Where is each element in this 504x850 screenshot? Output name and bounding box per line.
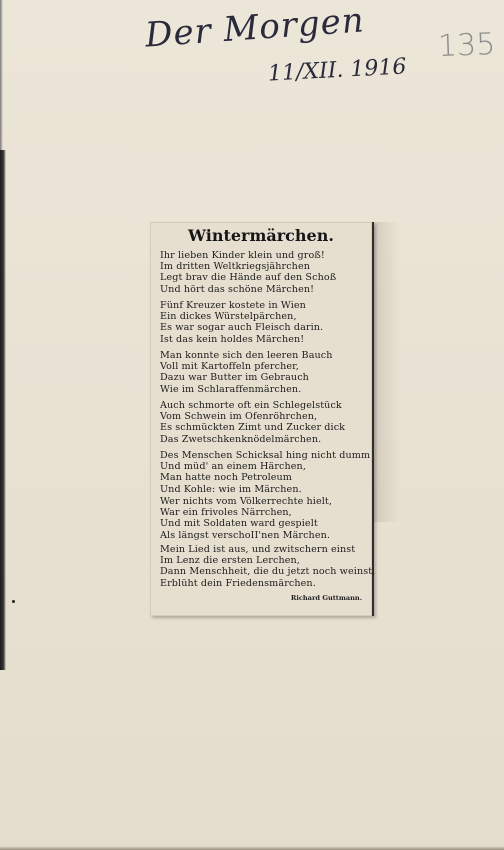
poem-line: Dazu war Butter im Gebrauch	[160, 372, 309, 384]
poem-line: Es schmückten Zimt und Zucker dick	[160, 422, 346, 434]
poem-line: Und müd' an einem Härchen,	[160, 461, 306, 473]
poem-line: Ist das kein holdes Märchen!	[160, 333, 305, 345]
handwritten-newspaper-name: Der Morgen	[143, 0, 366, 56]
poem-line: Wer nichts vom Völkerrechte hielt,	[160, 496, 333, 507]
poem-line: Fünf Kreuzer kostete in Wien	[160, 300, 306, 311]
adjacent-column-bleed	[370, 222, 400, 522]
stanza-5	[160, 450, 371, 495]
poem-line: Und Kohle: wie im Märchen.	[160, 483, 302, 495]
poem-line: Vom Schwein im Ofenröhrchen,	[160, 411, 318, 423]
poem-line: War ein frivoles Närrchen,	[160, 507, 292, 519]
stanza-3	[160, 350, 365, 395]
poem-line: Ihr lieben Kinder klein und groß!	[160, 250, 325, 261]
sheet-bottom-edge	[0, 846, 504, 850]
poem-line: Man hatte noch Petroleum	[160, 472, 293, 484]
poem-line: Wie im Schlaraffenmärchen.	[160, 383, 302, 395]
poem-line: Auch schmorte oft ein Schlegelstück	[160, 400, 342, 411]
poem-line: Es war sogar auch Fleisch darin.	[160, 322, 324, 334]
stanza-2	[160, 300, 365, 345]
stanza-7	[160, 544, 376, 589]
poem-line: Legt brav die Hände auf den Schoß	[160, 272, 337, 284]
handwritten-date: 11/XII. 1916	[267, 54, 407, 87]
poem-line: Des Menschen Schicksal hing nicht dumm	[160, 450, 371, 461]
poem-line: Als längst verschoII'nen Märchen.	[160, 529, 331, 541]
sheet-edge-shadow-top	[0, 0, 3, 150]
poem-line: Und mit Soldaten ward gespielt	[160, 518, 318, 530]
poem-line: Voll mit Kartoffeln pfercher,	[160, 361, 299, 373]
poem-line: Und hört das schöne Märchen!	[160, 283, 315, 295]
poem-line: Dann Menschheit, die du jetzt noch weinst,	[160, 566, 376, 578]
poem-line: Das Zwetschkenknödelmärchen.	[160, 433, 322, 445]
ink-speck	[12, 600, 15, 603]
stanza-1	[160, 250, 365, 295]
poem-line: Ein dickes Würstelpärchen,	[160, 311, 297, 323]
sheet-edge-shadow	[0, 150, 6, 670]
stanza-6	[160, 496, 365, 541]
newspaper-clipping	[150, 222, 374, 616]
poem-title: Wintermärchen.	[188, 226, 334, 245]
poem-line: Man konnte sich den leeren Bauch	[160, 350, 333, 361]
poem-author: Richard Guttmann.	[290, 594, 362, 602]
poem-line: Im Lenz die ersten Lerchen,	[160, 555, 300, 567]
poem-line: Mein Lied ist aus, und zwitschern einst	[160, 544, 356, 555]
poem-line: Erblüht dein Friedensmärchen.	[160, 577, 316, 589]
archive-number: 135	[437, 27, 496, 64]
stanza-4	[160, 400, 365, 445]
poem-line: Im dritten Weltkriegsjährchen	[160, 261, 311, 273]
